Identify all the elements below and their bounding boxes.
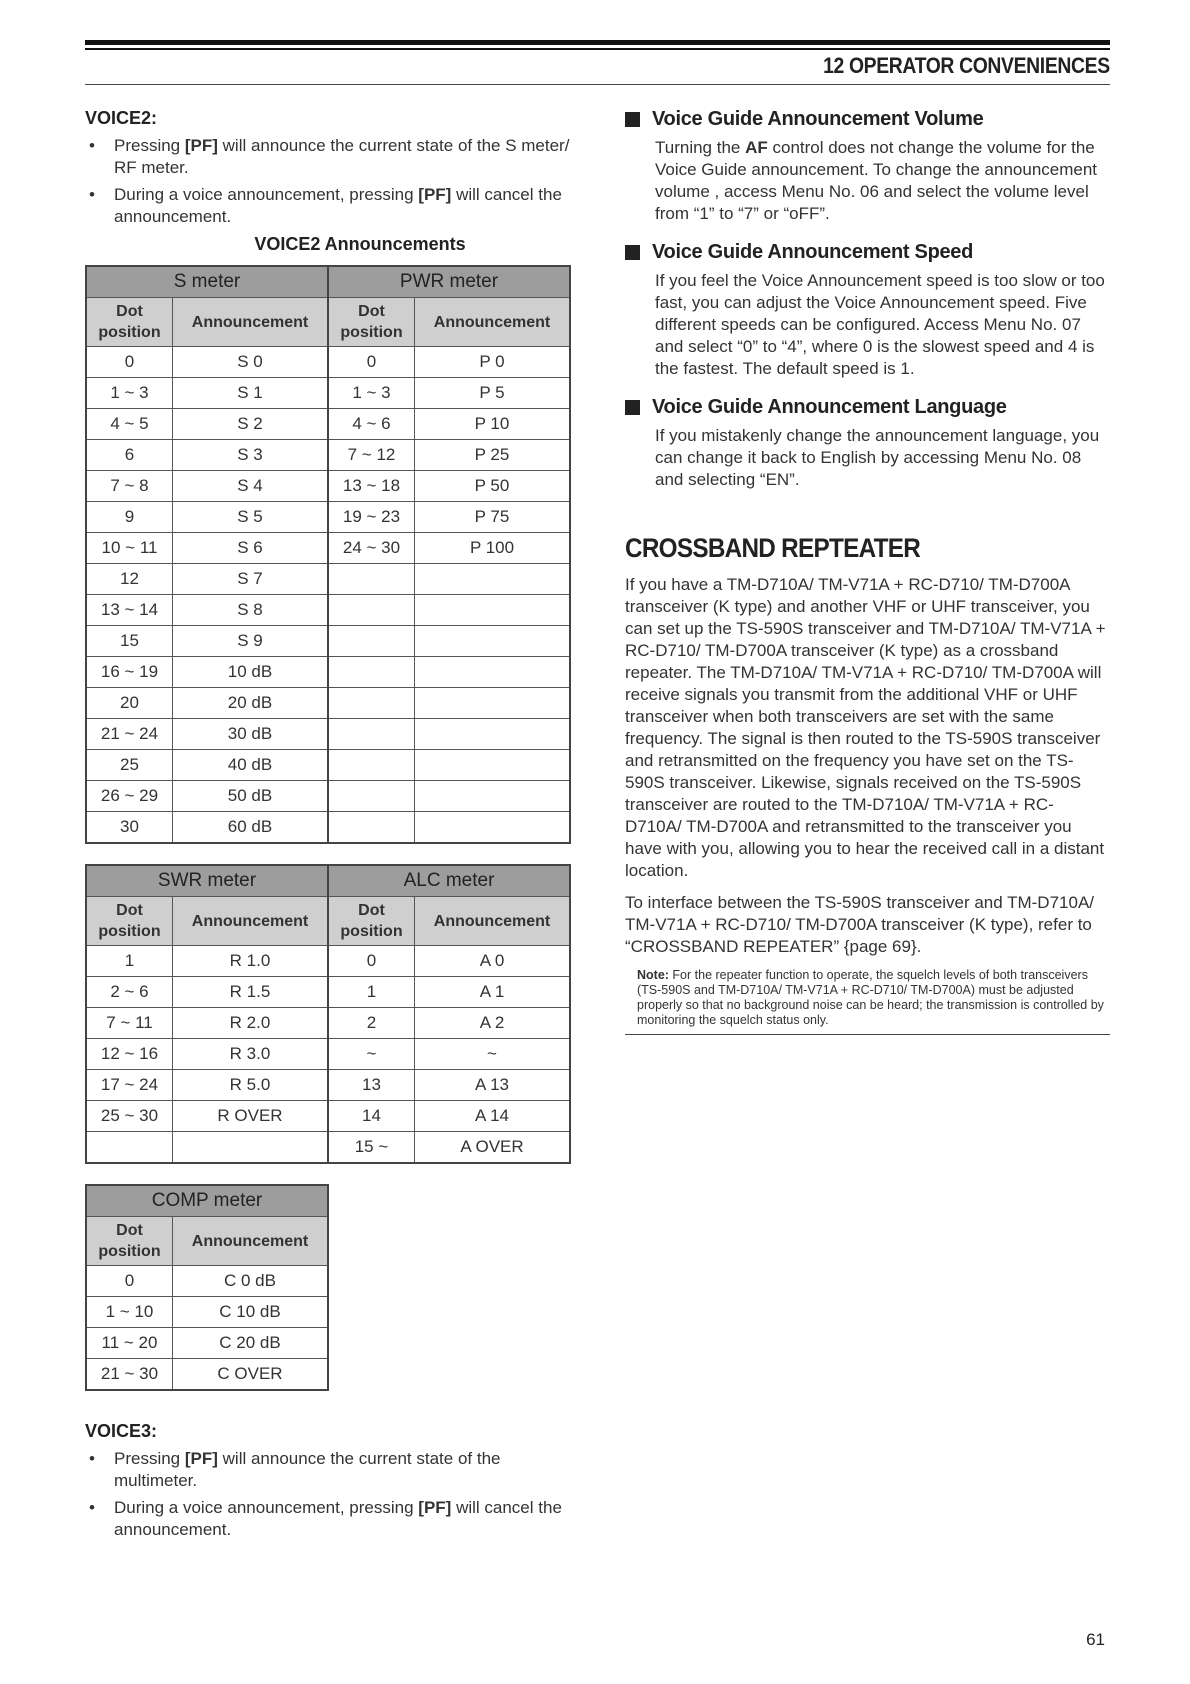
table-cell: S 1 (173, 378, 329, 409)
page-number: 61 (1086, 1630, 1105, 1649)
voice2-table-caption: VOICE2 Announcements (254, 234, 466, 254)
table-cell (415, 750, 571, 781)
table-row (86, 595, 570, 626)
table-cell (328, 719, 415, 750)
pf-key-label: [PF] (184, 136, 218, 155)
voice2-bullet-1: • Pressing [PF] will announce the current state of the S meter/ RF meter. (89, 136, 570, 177)
s-pwr-table-body (86, 347, 570, 844)
table-cell: 20 dB (173, 688, 329, 719)
note-label: Note: (637, 968, 669, 982)
table-cell (415, 564, 571, 595)
table-cell: P 5 (415, 378, 571, 409)
alc-meter-header: ALC meter (328, 865, 570, 897)
square-bullet-icon (625, 400, 640, 415)
table-cell: S 6 (173, 533, 329, 564)
table-cell: 19 ~ 23 (328, 502, 415, 533)
table-cell: 12 (86, 564, 173, 595)
table-cell (415, 688, 571, 719)
table-row (86, 533, 570, 564)
table-cell: C 0 dB (173, 1266, 329, 1297)
table-cell (415, 812, 571, 844)
table-row (86, 1266, 328, 1297)
voice3-bullet-1: • Pressing [PF] will announce the current state of the multimeter. (89, 1449, 501, 1490)
crossband-note: Note: For the repeater function to operate, the squelch levels of both transceivers (TS-590S and TM-D710A/ TM-V71A + RC-D710/ TM-D700A) must be adjusted properly so that no background noise can be heard; the transmission is controlled by monitoring the squelch status only. (625, 968, 1110, 1035)
volume-section-title: Voice Guide Announcement Volume (625, 108, 1110, 131)
table-row (86, 502, 570, 533)
table-cell: 0 (328, 347, 415, 378)
comp-table-body (86, 1266, 328, 1391)
table-cell: 2 (328, 1008, 415, 1039)
dot-position-header: Dot position (328, 897, 415, 946)
table-cell: 13 ~ 18 (328, 471, 415, 502)
table-cell: R 1.0 (173, 946, 329, 977)
swr-meter-header: SWR meter (86, 865, 328, 897)
table-cell: A 13 (415, 1070, 571, 1101)
table-row (86, 812, 570, 844)
table-row (86, 1132, 570, 1164)
table-cell (328, 564, 415, 595)
table-cell: 11 ~ 20 (86, 1328, 173, 1359)
table-cell: 16 ~ 19 (86, 657, 173, 688)
voice3-heading: VOICE3: (85, 1421, 158, 1441)
announcement-header: Announcement (415, 298, 571, 347)
table-cell (328, 812, 415, 844)
table-cell: 1 ~ 3 (328, 378, 415, 409)
table-cell: S 2 (173, 409, 329, 440)
table-cell: 30 (86, 812, 173, 844)
table-cell: 26 ~ 29 (86, 781, 173, 812)
right-column (625, 108, 1110, 1035)
table-cell: 24 ~ 30 (328, 533, 415, 564)
table-row (86, 347, 570, 378)
table-cell: 1 ~ 10 (86, 1297, 173, 1328)
table-cell: A 14 (415, 1101, 571, 1132)
table-cell: P 10 (415, 409, 571, 440)
table-row (86, 1359, 328, 1391)
announcement-header: Announcement (173, 298, 329, 347)
table-cell: 40 dB (173, 750, 329, 781)
swr-alc-meter-table (85, 864, 571, 1164)
dot-position-header: Dot position (86, 1217, 173, 1266)
table-row (86, 1101, 570, 1132)
table-cell: A 1 (415, 977, 571, 1008)
table-cell: 30 dB (173, 719, 329, 750)
table-cell: 21 ~ 24 (86, 719, 173, 750)
s-meter-header: S meter (86, 266, 328, 298)
table-cell: 10 ~ 11 (86, 533, 173, 564)
voice3-bullets (85, 1448, 575, 1541)
table-cell: R 2.0 (173, 1008, 329, 1039)
table-cell: 0 (86, 347, 173, 378)
voice2-bullet-2: • During a voice announcement, pressing [PF] will cancel the announcement. (89, 185, 562, 226)
volume-section-body: Turning the AF control does not change the volume for the Voice Guide announcement. To change the announcement volume , access Menu No. 06 and select the volume level from “1” to “7” or “oFF”. (655, 138, 1098, 223)
table-cell: 12 ~ 16 (86, 1039, 173, 1070)
crossband-title: CROSSBAND REPTEATER (625, 533, 921, 563)
table-cell: 1 (86, 946, 173, 977)
table-cell: S 8 (173, 595, 329, 626)
table-row (86, 1070, 570, 1101)
table-row (86, 719, 570, 750)
table-row (86, 781, 570, 812)
table-row (86, 1008, 570, 1039)
table-cell: R OVER (173, 1101, 329, 1132)
table-cell: R 1.5 (173, 977, 329, 1008)
table-cell (328, 750, 415, 781)
table-cell: S 5 (173, 502, 329, 533)
table-cell: R 5.0 (173, 1070, 329, 1101)
table-row (86, 750, 570, 781)
table-cell: 21 ~ 30 (86, 1359, 173, 1391)
table-cell: 1 (328, 977, 415, 1008)
dot-position-header: Dot position (328, 298, 415, 347)
header-underline (85, 84, 1110, 85)
header-rule-thin (85, 48, 1110, 50)
table-cell: 6 (86, 440, 173, 471)
table-cell: P 0 (415, 347, 571, 378)
table-cell (328, 626, 415, 657)
table-cell: C 10 dB (173, 1297, 329, 1328)
table-cell: 15 ~ (328, 1132, 415, 1164)
table-cell: 50 dB (173, 781, 329, 812)
table-cell: R 3.0 (173, 1039, 329, 1070)
table-cell: 25 (86, 750, 173, 781)
table-cell: 13 (328, 1070, 415, 1101)
announcement-header: Announcement (415, 897, 571, 946)
table-cell (328, 688, 415, 719)
announcement-header: Announcement (173, 897, 329, 946)
table-row (86, 688, 570, 719)
table-cell: 60 dB (173, 812, 329, 844)
table-cell: 2 ~ 6 (86, 977, 173, 1008)
pf-key-label: [PF] (418, 185, 452, 204)
table-cell: P 75 (415, 502, 571, 533)
table-row (86, 626, 570, 657)
voice2-bullets (85, 135, 575, 228)
table-cell: P 25 (415, 440, 571, 471)
dot-position-header: Dot position (86, 897, 173, 946)
square-bullet-icon (625, 112, 640, 127)
square-bullet-icon (625, 245, 640, 260)
table-cell (415, 657, 571, 688)
table-cell: 20 (86, 688, 173, 719)
table-cell: 25 ~ 30 (86, 1101, 173, 1132)
table-cell: A 0 (415, 946, 571, 977)
header-rule-thick (85, 40, 1110, 45)
table-cell: S 4 (173, 471, 329, 502)
table-cell (328, 595, 415, 626)
table-row (86, 1039, 570, 1070)
table-cell: 9 (86, 502, 173, 533)
crossband-paragraph-1: If you have a TM-D710A/ TM-V71A + RC-D710/ TM-D700A transceiver (K type) and another VHF or UHF transceiver, you can set up the TS-590S transceiver and TM-D710A/ TM-V71A + RC-D710/ TM-D700A transceiver (K type) as a crossband repeater. The TM-D710A/ TM-V71A + RC-D710/ TM-D700A will receive signals you transmit from the additional VHF or UHF transceiver when both transceivers are set with the same frequency. The signal is then routed to the TS-590S transceiver and retransmitted on the frequency you have set on the TS-590S transceiver. Likewise, signals received on the TS-590S transceiver are routed to the TM-D710A/ TM-V71A + RC-D710A/ TM-D700A and retransmitted to the transceiver you have with you, allowing you to hear the received call in a distant location. (625, 575, 1106, 880)
table-cell: C 20 dB (173, 1328, 329, 1359)
speed-section-body: If you feel the Voice Announcement speed is too slow or too fast, you can adjust the Voice Announcement speed. Five different speeds can be configured. Access Menu No. 07 and select “0” to “4”, where 0 is the slowest speed and 4 is the fastest. The default speed is 1. (655, 271, 1105, 378)
table-cell: 4 ~ 5 (86, 409, 173, 440)
language-section-title: Voice Guide Announcement Language (625, 396, 1110, 419)
table-row (86, 409, 570, 440)
table-cell: 0 (328, 946, 415, 977)
table-cell: P 100 (415, 533, 571, 564)
s-pwr-meter-table (85, 265, 571, 844)
table-cell: ~ (415, 1039, 571, 1070)
left-column (85, 108, 575, 1546)
table-cell: S 3 (173, 440, 329, 471)
voice2-heading: VOICE2: (85, 108, 158, 128)
table-cell: A OVER (415, 1132, 571, 1164)
pwr-meter-header: PWR meter (328, 266, 570, 298)
table-row (86, 1297, 328, 1328)
table-cell: 17 ~ 24 (86, 1070, 173, 1101)
table-cell: S 9 (173, 626, 329, 657)
table-cell: ~ (328, 1039, 415, 1070)
table-cell: 15 (86, 626, 173, 657)
comp-meter-header: COMP meter (86, 1185, 328, 1217)
table-cell: C OVER (173, 1359, 329, 1391)
announcement-header: Announcement (173, 1217, 329, 1266)
table-row (86, 564, 570, 595)
table-cell: 10 dB (173, 657, 329, 688)
table-cell (173, 1132, 329, 1164)
table-cell: 14 (328, 1101, 415, 1132)
table-cell (328, 781, 415, 812)
crossband-paragraph-2: To interface between the TS-590S transceiver and TM-D710A/ TM-V71A + RC-D710/ TM-D700A transceiver (K type), refer to “CROSSBAND REPEATER” {page 69}. (625, 893, 1095, 956)
table-cell (415, 626, 571, 657)
table-row (86, 440, 570, 471)
table-row (86, 1328, 328, 1359)
table-cell: 13 ~ 14 (86, 595, 173, 626)
table-cell: 7 ~ 12 (328, 440, 415, 471)
table-row (86, 946, 570, 977)
table-cell: 4 ~ 6 (328, 409, 415, 440)
table-cell (415, 595, 571, 626)
pf-key-label: [PF] (184, 1449, 218, 1468)
table-cell: 7 ~ 8 (86, 471, 173, 502)
dot-position-header: Dot position (86, 298, 173, 347)
table-cell (415, 781, 571, 812)
table-row (86, 378, 570, 409)
table-cell: 7 ~ 11 (86, 1008, 173, 1039)
table-cell (415, 719, 571, 750)
chapter-title: 12 OPERATOR CONVENIENCES (823, 53, 1110, 78)
table-cell (328, 657, 415, 688)
table-cell: 1 ~ 3 (86, 378, 173, 409)
table-cell (86, 1132, 173, 1164)
af-control-label: AF (745, 138, 768, 157)
table-row (86, 977, 570, 1008)
table-cell: P 50 (415, 471, 571, 502)
table-cell: A 2 (415, 1008, 571, 1039)
speed-section-title: Voice Guide Announcement Speed (625, 241, 1110, 264)
language-section-body: If you mistakenly change the announcement language, you can change it back to English by accessing Menu No. 08 and selecting “EN”. (655, 426, 1100, 489)
voice3-bullet-2: • During a voice announcement, pressing [PF] will cancel the announcement. (89, 1498, 562, 1539)
table-cell: 0 (86, 1266, 173, 1297)
table-row (86, 471, 570, 502)
swr-alc-table-body (86, 946, 570, 1164)
table-cell: S 0 (173, 347, 329, 378)
comp-meter-table (85, 1184, 329, 1391)
pf-key-label: [PF] (418, 1498, 452, 1517)
table-cell: S 7 (173, 564, 329, 595)
table-row (86, 657, 570, 688)
